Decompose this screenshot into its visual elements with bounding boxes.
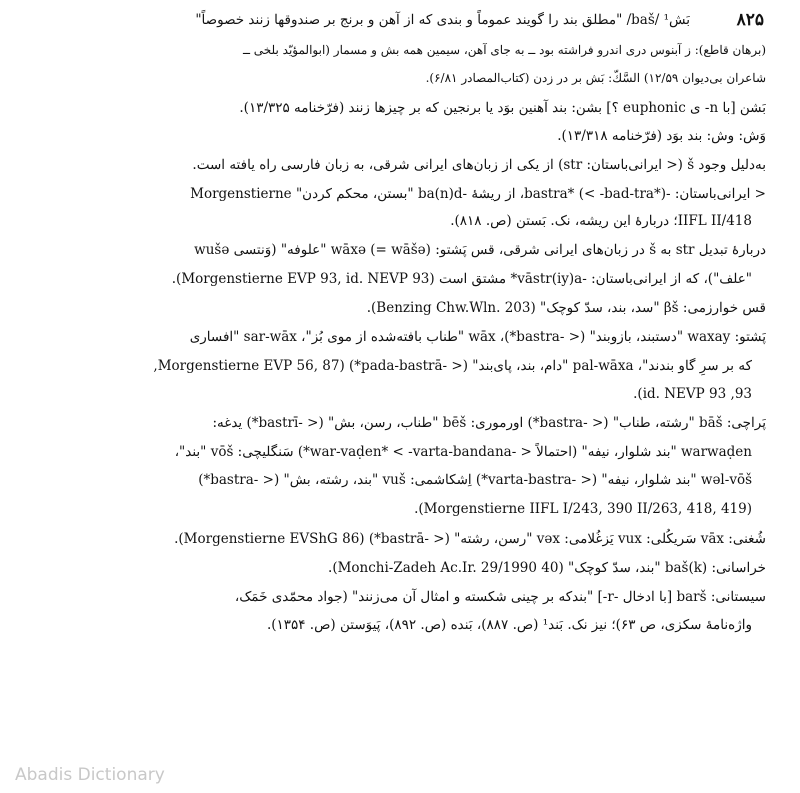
text-line-12: پَشتو: waxay "دستبند، بازوبند" (< -bastra*)، wāx "طناب بافته‌شده از موی بُز"، sar-wāx "افساری [189, 329, 766, 345]
text-line-8: IIFL II/418؛ دربارهٔ این ریشه، نک. بَستن (ص. ۸۱۸). [450, 213, 752, 229]
text-line-21: سیستانی: barš [با ادخال -r-] "بندکه بر چینی شکسته و امثال آن می‌زنند" (جواد محمّدی خَمَک، [234, 589, 766, 605]
text-line-15: پَراچی: bāš "رشته، طناب" (< -bastra*) اورموری: bēš "طناب، رسن، بش" (< -bastrī*) یدغه: [212, 415, 766, 431]
text-line-4: بَشن [با n- ی euphonic ؟] بشن: بند آهنین بوَد یا برنجین که بر چیزها زنند (فرّخنامه ۱۳/۳۲۵). [239, 100, 766, 116]
text-line-6: به‌دلیل وجود š (< ایرانی‌باستان: str) از یکی از زبان‌های ایرانی شرقی، به زبان فارسی راه یافته است. [192, 157, 766, 173]
text-line-5: وَش: وش: بند بوَد (فرّخنامه ۱۳/۳۱۸). [557, 128, 766, 144]
text-line-16: warwaḍen "بند شلوار، نیفه" (احتمالاً < -war-vaḍen* < -varta-bandana*) سَنگلیچی: vōš "بند"، [174, 444, 752, 460]
text-line-3: شاعران بی‌دیوان ۱۲/۵۹) السَّكّ: بَش بر در زدن (کتاب‌المصادر ۶/۸۱). [425, 71, 766, 85]
text-line-22: واژه‌نامهٔ سکزی، ص ۶۳)؛ نیز نک. بَند¹ (ص. ۸۸۷)، بَنده (ص. ۸۹۲)، پَیوَستن (ص. ۱۳۵۴). [266, 617, 752, 633]
text-line-1: بَش¹ /baš/ "مطلق بند را گویند عموماً و بندی که از آهن و برنج بر صندوقها زنند خصوصاً" [195, 12, 690, 28]
text-line-9: دربارهٔ تبدیل str به š در زبان‌های ایرانی شرقی، قس پَشتو: wāxə (= wāšə) "علوفه" (وَنتسی wušə [194, 242, 766, 258]
text-line-17: wəl-vōš "بند شلوار، نیفه" (< -varta-bastra*) اِشکاشمی: vuš "بند، رشته، بش" (< -bastra*) [198, 472, 752, 488]
text-line-13: که بر سرِ گاو بندند"، pal-wāxa "دام، بند، پای‌بند" (< -pada-bastrā*) (Morgenstierne EVP 56, 87, [153, 358, 752, 374]
watermark-text: Abadis Dictionary [15, 765, 165, 785]
text-line-10: "علف")، که از ایرانی‌باستان: -vāstr(iy)a* مشتق است (Morgenstierne EVP 93, id. NEVP 93). [171, 271, 752, 287]
text-line-11: قس خوارزمی: βš "سد، بند، سدّ کوچک" (Benzing Chw.Wln. 203). [366, 300, 766, 316]
text-line-7: < ایرانی‌باستان: -bastra* (< -bad-tra*)، از ریشهٔ -ba(n)d "بستن، محکم کردن" Morgenstierne [190, 186, 766, 202]
text-line-14: 93, id. NEVP 93). [633, 386, 752, 402]
text-line-2: (برهان قاطع): ز آبنوس دری اندرو فراشته بود ــ به جای آهن، سیمین همه بش و مسمار (ابوالمؤیّد بلخی ــ [242, 43, 766, 57]
text-line-19: شُغنی: vāx سَریکُلی: vux یَزغُلامی: vəx "رسن، رشته" (< -bastrā*) (Morgenstierne EVShG 86). [174, 531, 766, 547]
entry-number: ۸۲۵ [736, 10, 764, 30]
text-line-18: (Morgenstierne IIFL I/243, 390 II/263, 418, 419). [414, 501, 752, 517]
text-line-20: خراسانی: baš(k) "بند، سدّ کوچک" (Monchi-Zadeh Ac.Ir. 29/1990 40). [328, 560, 766, 576]
